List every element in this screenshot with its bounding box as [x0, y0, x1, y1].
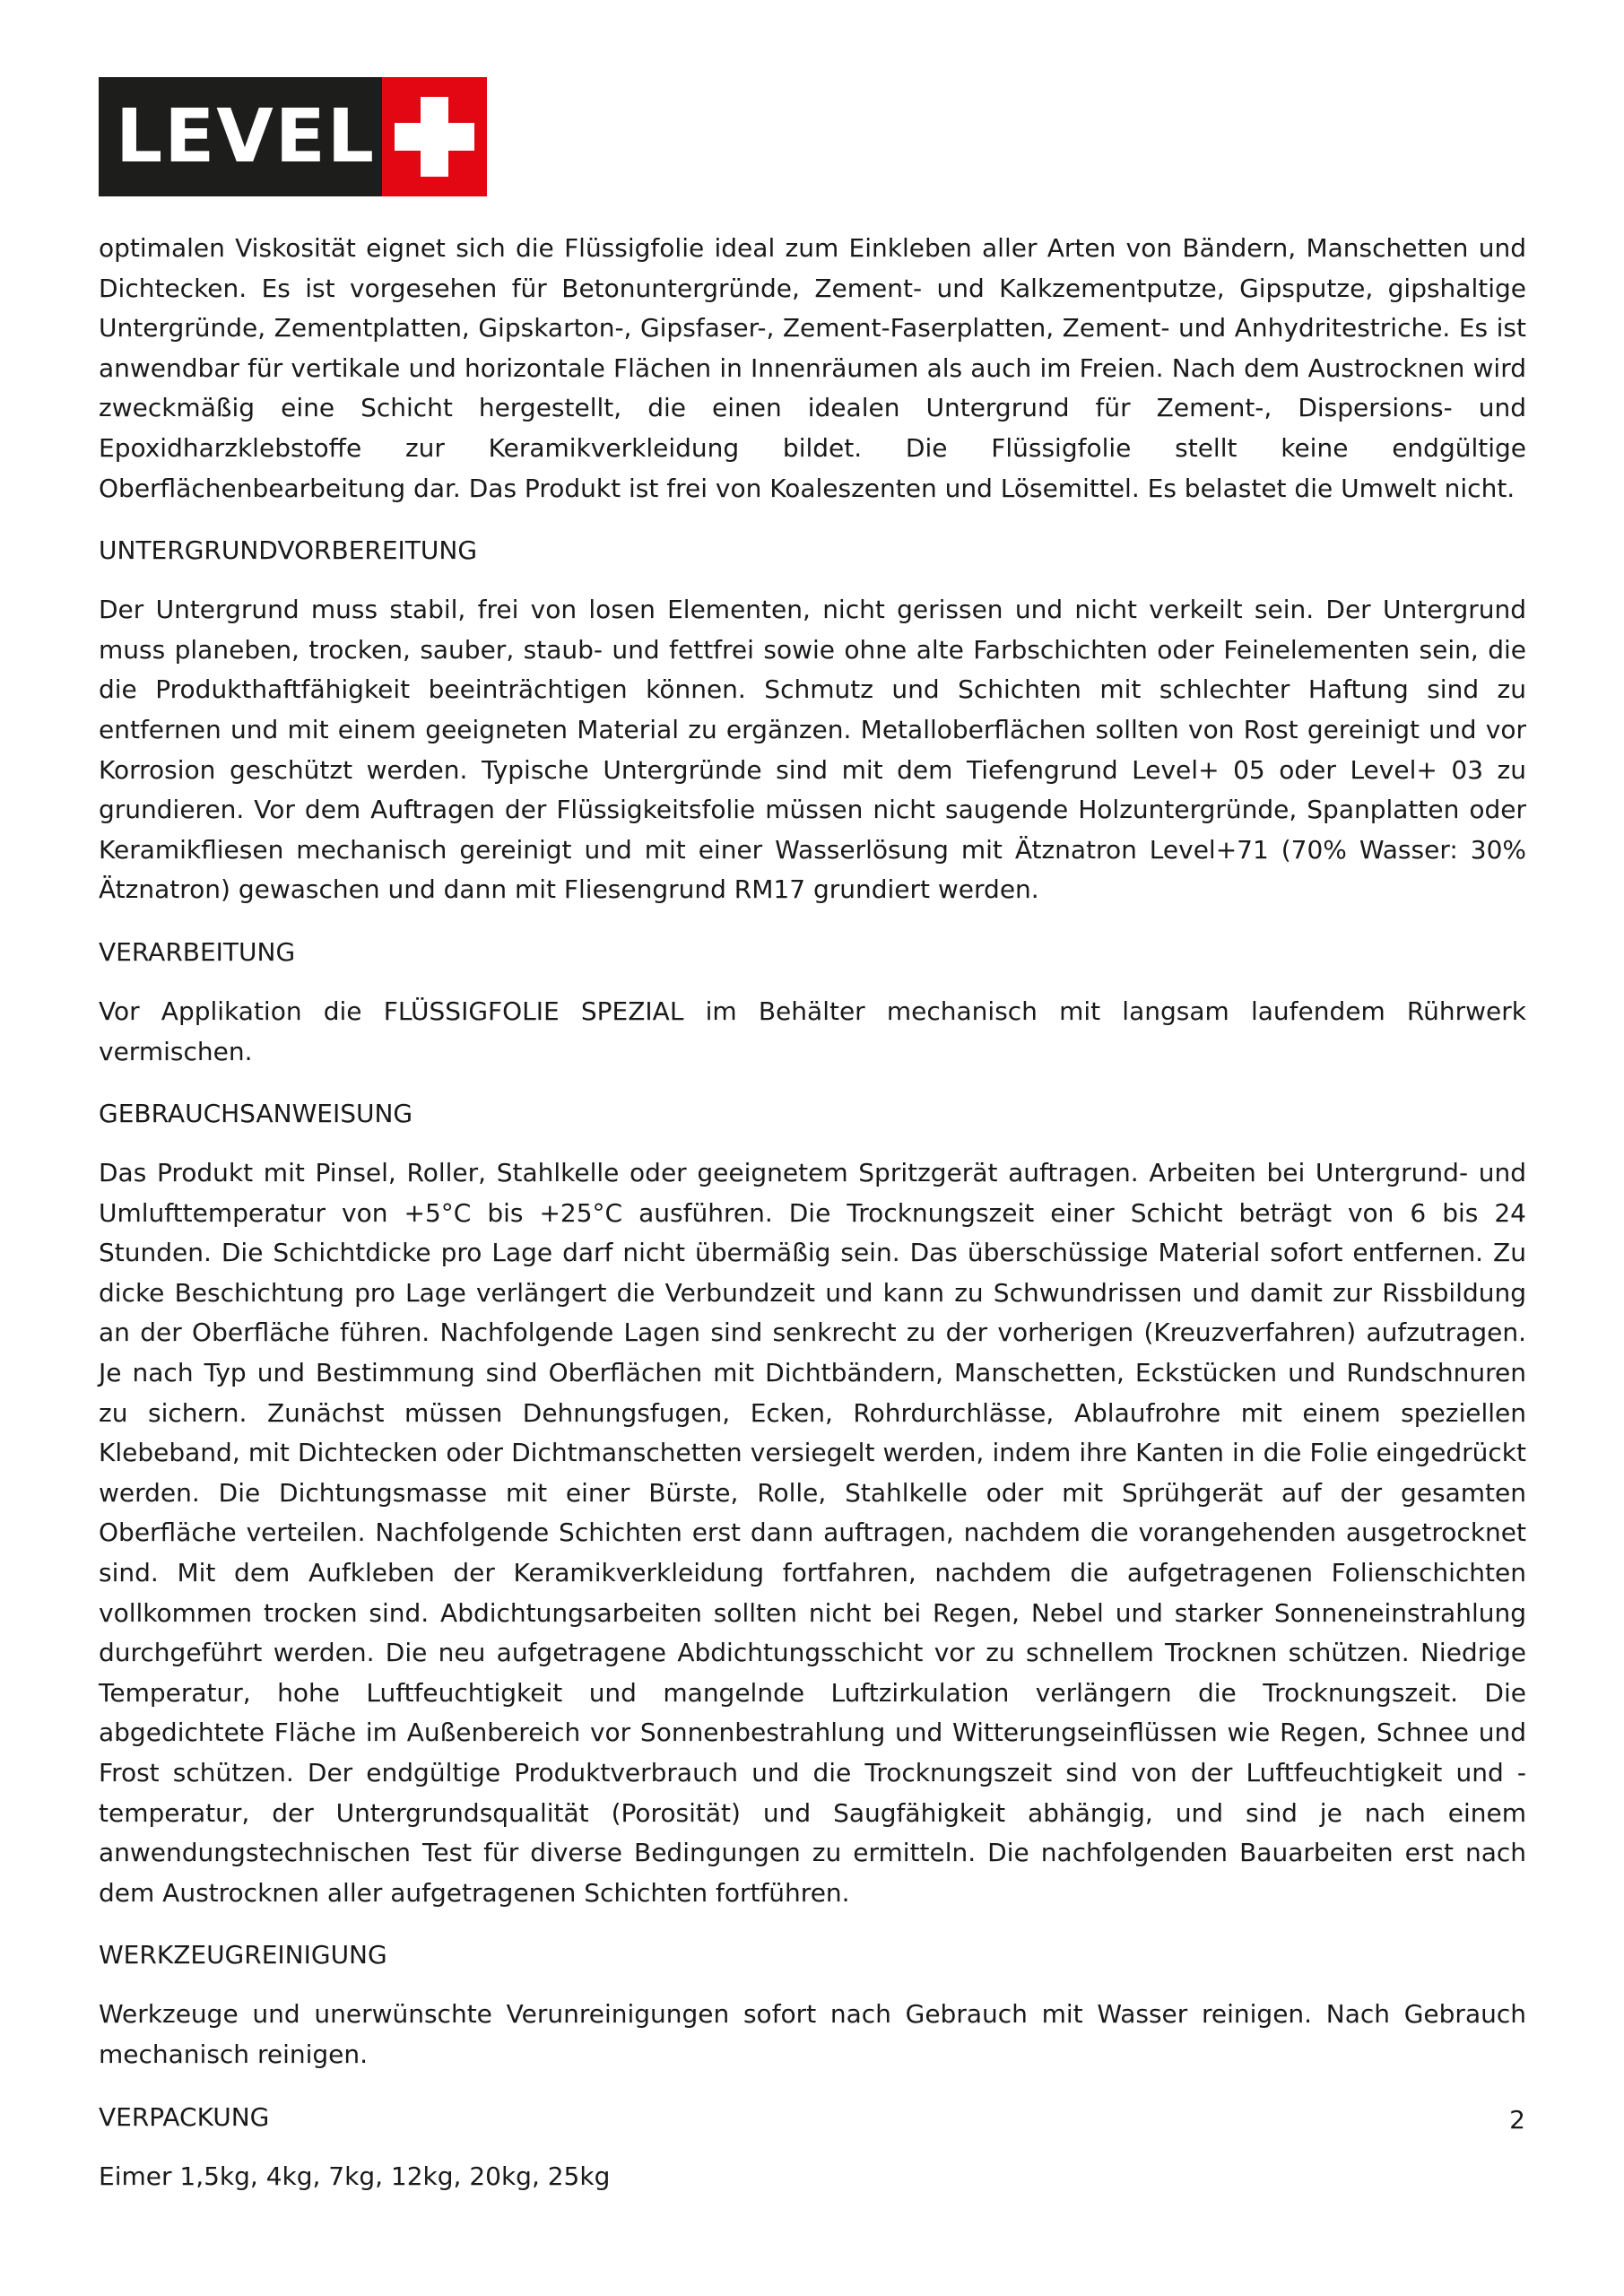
section-text-werkzeugreinigung: Werkzeuge und unerwünschte Verunreinigungen sofort nach Gebrauch mit Wasser reinigen. Nach Gebrauch mechanisch reinigen.: [99, 1999, 1526, 2069]
section-heading-verarbeitung: VERARBEITUNG: [99, 936, 296, 967]
section-text-verpackung: Eimer 1,5kg, 4kg, 7kg, 12kg, 20kg, 25kg: [99, 2161, 611, 2191]
plus-icon-vertical-bar: [421, 97, 448, 177]
plus-icon: [382, 77, 487, 196]
section-heading-gebrauchsanweisung: GEBRAUCHSANWEISUNG: [99, 1099, 413, 1129]
section-heading-untergrundvorbereitung: UNTERGRUNDVORBEREITUNG: [99, 535, 478, 566]
level-plus-logo: [99, 77, 487, 196]
section-heading-werkzeugreinigung: WERKZEUGREINIGUNG: [99, 1940, 387, 1970]
section-heading-verpackung: VERPACKUNG: [99, 2101, 270, 2132]
page-number: 2: [1509, 2105, 1525, 2135]
document-body: [99, 229, 1526, 2196]
section-text-untergrundvorbereitung: Der Untergrund muss stabil, frei von losen Elementen, nicht gerissen und nicht verkeilt sein. Der Untergrund muss planeben, trocken, sauber, staub- und fettfrei sowie ohne alte Farbschichten oder Feinelementen sein, die die Produkthaftfähigkeit beeinträchtigen können. Schmutz und Schichten mit schlechter Haftung sind zu entfernen und mit einem geeigneten Material zu ergänzen. Metalloberflächen sollten von Rost gereinigt und vor Korrosion geschützt werden. Typische Untergründe sind mit dem Tiefengrund Level+ 05 oder Level+ 03 zu grundieren. Vor dem Auftragen der Flüssigkeitsfolie müssen nicht saugende Holzuntergründe, Spanplatten oder Keramikfliesen mechanisch gereinigt und mit einer Wasserlösung mit Ätznatron Level+71 (70% Wasser: 30% Ätznatron) gewaschen und dann mit Fliesengrund RM17 grundiert werden.: [99, 595, 1526, 905]
section-text-verarbeitung: Vor Applikation die FLÜSSIGFOLIE SPEZIAL im Behälter mechanisch mit langsam laufendem Rührwerk vermischen.: [99, 996, 1526, 1066]
intro-paragraph: optimalen Viskosität eignet sich die Flüssigfolie ideal zum Einkleben aller Arten von Bändern, Manschetten und Dichtecken. Es ist vorgesehen für Betonuntergründe, Zement- und Kalkzementputze, Gipsputze, gipshaltige Untergründe, Zementplatten, Gipskarton-, Gipsfaser-, Zement-Faserplatten, Zement- und Anhydritestriche. Es ist anwendbar für vertikale und horizontale Flächen in Innenräumen als auch im Freien. Nach dem Austrocknen wird zweckmäßig eine Schicht hergestellt, die einen idealen Untergrund für Zement-, Dispersions- und Epoxidharzklebstoffe zur Keramikverkleidung bildet. Die Flüssigfolie stellt keine endgültige Oberflächenbearbeitung dar. Das Produkt ist frei von Koaleszenten und Lösemittel. Es belastet die Umwelt nicht.: [99, 233, 1526, 503]
logo-wordmark: LEVEL: [116, 93, 376, 179]
logo-wordmark-box: [99, 77, 382, 196]
section-text-gebrauchsanweisung: Das Produkt mit Pinsel, Roller, Stahlkelle oder geeignetem Spritzgerät auftragen. Arbeiten bei Untergrund- und Umlufttemperatur von +5°C bis +25°C ausführen. Die Trocknungszeit einer Schicht beträgt von 6 bis 24 Stunden. Die Schichtdicke pro Lage darf nicht übermäßig sein. Das überschüssige Material sofort entfernen. Zu dicke Beschichtung pro Lage verlängert die Verbundzeit und kann zu Schwundrissen und damit zur Rissbildung an der Oberfläche führen. Nachfolgende Lagen sind senkrecht zu der vorherigen (Kreuzverfahren) aufzutragen. Je nach Typ und Bestimmung sind Oberflächen mit Dichtbändern, Manschetten, Eckstücken und Rundschnuren zu sichern. Zunächst müssen Dehnungsfugen, Ecken, Rohrdurchlässe, Ablaufrohre mit einem speziellen Klebeband, mit Dichtecken oder Dichtmanschetten versiegelt werden, indem ihre Kanten in die Folie eingedrückt werden. Die Dichtungsmasse mit einer Bürste, Rolle, Stahlkelle oder mit Sprühgerät auf der gesamten Oberfläche verteilen. Nachfolgende Schichten erst dann auftragen, nachdem die vorangehenden ausgetrocknet sind. Mit dem Aufkleben der Keramikverkleidung fortfahren, nachdem die aufgetragenen Folienschichten vollkommen trocken sind. Abdichtungsarbeiten sollten nicht bei Regen, Nebel und starker Sonneneinstrahlung durchgeführt werden. Die neu aufgetragene Abdichtungsschicht vor zu schnellem Trocknen schützen. Niedrige Temperatur, hohe Luftfeuchtigkeit und mangelnde Luftzirkulation verlängern die Trocknungszeit. Die abgedichtete Fläche im Außenbereich vor Sonnenbestrahlung und Witterungseinflüssen wie Regen, Schnee und Frost schützen. Der endgültige Produktverbrauch und die Trocknungszeit sind von der Luftfeuchtigkeit und -temperatur, der Untergrundsqualität (Porosität) und Saugfähigkeit abhängig, und sind je nach einem anwendungstechnischen Test für diverse Bedingungen zu ermitteln. Die nachfolgenden Bauarbeiten erst nach dem Austrocknen aller aufgetragenen Schichten fortführen.: [99, 1158, 1526, 1908]
